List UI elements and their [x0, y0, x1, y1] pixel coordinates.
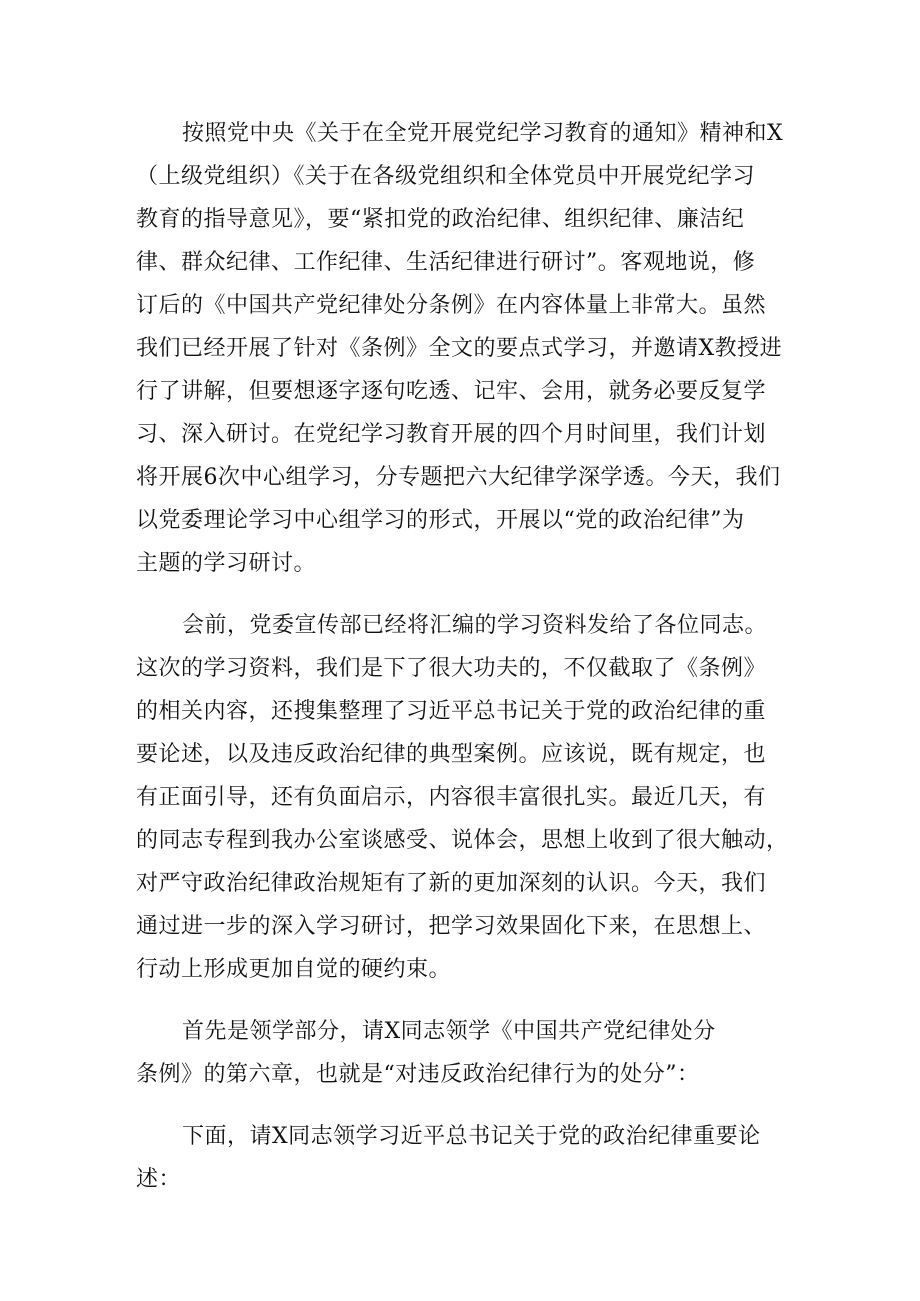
paragraph-line: 按照党中央《关于在全党开展党纪学习教育的通知》精神和X	[182, 121, 784, 146]
paragraph-line: 首先是领学部分，请X同志领学《中国共产党纪律处分	[182, 1019, 716, 1044]
paragraph-line: 这次的学习资料，我们是下了很大功夫的，不仅截取了《条例》	[136, 656, 767, 681]
paragraph-line: 述：	[136, 1167, 182, 1192]
paragraph-line: 主题的学习研讨。	[136, 551, 317, 576]
paragraph-line: 对严守政治纪律政治规矩有了新的更加深刻的认识。今天，我们	[136, 871, 767, 896]
paragraph-line: 要论述，以及违反政治纪律的典型案例。应该说，既有规定，也	[136, 742, 767, 767]
paragraph-line: 的相关内容，还搜集整理了习近平总书记关于党的政治纪律的重	[136, 699, 767, 724]
paragraph-line: 行了讲解，但要想逐字逐句吃透、记牢、会用，就务必要反复学	[136, 379, 767, 404]
paragraph-2	[136, 604, 796, 991]
paragraph-line: 订后的《中国共产党纪律处分条例》在内容体量上非常大。虽然	[136, 293, 767, 318]
paragraph-4	[136, 1115, 796, 1201]
paragraph-line: 以党委理论学习中心组学习的形式，开展以“党的政治纪律”为	[136, 508, 745, 533]
paragraph-line: 会前，党委宣传部已经将汇编的学习资料发给了各位同志。	[182, 613, 768, 638]
paragraph-line: 律、群众纪律、工作纪律、生活纪律进行研讨”。客观地说，修	[136, 250, 756, 275]
paragraph-line: 条例》的第六章，也就是“对违反政治纪律行为的处分”：	[136, 1062, 700, 1087]
paragraph-gap	[136, 585, 796, 604]
paragraph-line: 行动上形成更加自觉的硬约束。	[136, 957, 452, 982]
paragraph-line: 有正面引导，还有负面启示，内容很丰富很扎实。最近几天，有	[136, 785, 767, 810]
document-body	[136, 112, 796, 1201]
paragraph-line: 我们已经开展了针对《条例》全文的要点式学习，并邀请X教授进	[136, 336, 783, 361]
paragraph-line: 将开展6次中心组学习，分专题把六大纪律学深学透。今天，我们	[136, 465, 781, 490]
paragraph-line: 教育的指导意见》，要“紧扣党的政治纪律、组织纪律、廉洁纪	[136, 207, 745, 232]
paragraph-line: 下面，请X同志领学习近平总书记关于党的政治纪律重要论	[182, 1124, 761, 1149]
paragraph-gap	[136, 1096, 796, 1115]
paragraph-line: 通过进一步的深入学习研讨，把学习效果固化下来，在思想上、	[136, 914, 767, 939]
paragraph-line: 的同志专程到我办公室谈感受、说体会，思想上收到了很大触动，	[136, 828, 789, 853]
paragraph-1	[136, 112, 796, 585]
paragraph-gap	[136, 991, 796, 1010]
paragraph-line: （上级党组织）《关于在各级党组织和全体党员中开展党纪学习	[136, 164, 756, 189]
paragraph-3	[136, 1010, 796, 1096]
paragraph-line: 习、深入研讨。在党纪学习教育开展的四个月时间里，我们计划	[136, 422, 767, 447]
